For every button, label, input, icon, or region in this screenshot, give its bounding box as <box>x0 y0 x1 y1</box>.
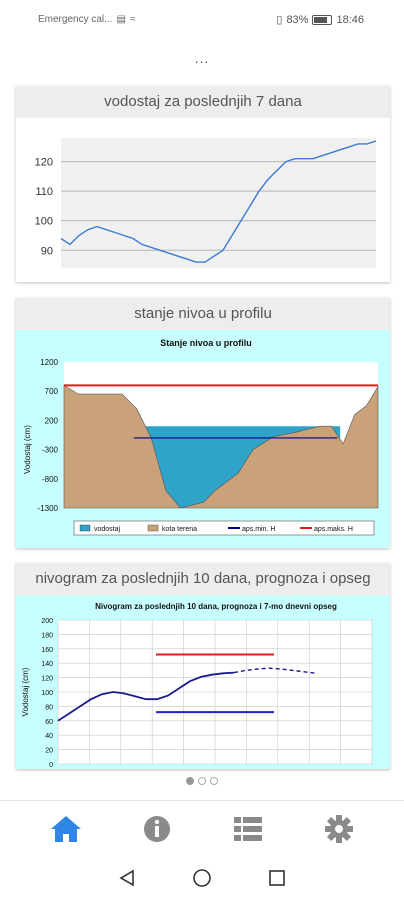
card-profile-level <box>16 298 390 548</box>
y-tick-label: 120 <box>34 156 53 169</box>
y-axis-label: Vodostaj (cm) <box>23 425 32 475</box>
nav-settings[interactable] <box>319 809 359 849</box>
y-tick-label: 200 <box>41 618 53 625</box>
y-tick-label: 100 <box>41 690 53 697</box>
card-body <box>16 595 390 769</box>
status-bar <box>0 0 404 40</box>
y-tick-label: 200 <box>44 416 58 426</box>
y-tick-label: -800 <box>41 474 58 484</box>
card-title: vodostaj za poslednjih 7 dana <box>16 86 390 118</box>
back-icon[interactable] <box>117 868 137 888</box>
y-tick-label: 110 <box>35 186 53 199</box>
clock: 18:46 <box>336 13 364 26</box>
status-left <box>38 14 135 25</box>
nav-info[interactable] <box>137 809 177 849</box>
gear-icon <box>324 814 354 844</box>
y-tick-label: 80 <box>45 704 53 712</box>
chart-nivogram <box>16 595 390 769</box>
wifi-icon: ≈ <box>129 14 136 25</box>
y-tick-label: -1300 <box>37 504 58 513</box>
chart-title: Nivogram za poslednjih 10 dana, prognoza i 7-mo dnevni opseg <box>95 602 337 611</box>
emergency-call-text: Emergency cal... <box>38 14 113 25</box>
y-tick-label: 700 <box>44 387 58 397</box>
y-tick-label: -300 <box>41 445 58 455</box>
page-dot[interactable] <box>198 777 206 785</box>
sim-icon: ▤ <box>116 14 126 25</box>
y-tick-label: 90 <box>40 245 53 258</box>
page-indicator <box>0 777 404 785</box>
y-axis-label: Vodostaj (cm) <box>21 667 30 717</box>
page-dot[interactable] <box>186 777 194 785</box>
legend-label: kota terena <box>162 526 198 533</box>
y-tick-label: 140 <box>41 661 53 669</box>
card-nivogram <box>16 563 390 769</box>
y-tick-label: 100 <box>34 215 53 228</box>
y-tick-label: 1200 <box>40 358 58 367</box>
legend-label: aps.maks. H <box>314 526 353 533</box>
card-title: nivogram za poslednjih 10 dana, prognoza i opseg <box>16 563 390 595</box>
plot-area <box>61 138 376 268</box>
info-icon <box>142 814 172 844</box>
chart-profile <box>16 330 390 548</box>
card-body <box>16 118 390 282</box>
system-navigation <box>0 856 404 900</box>
legend-swatch <box>148 525 158 531</box>
y-tick-label: 180 <box>41 632 53 640</box>
y-tick-label: 60 <box>45 718 53 726</box>
y-tick-label: 160 <box>41 646 53 654</box>
y-tick-label: 120 <box>41 675 53 683</box>
y-tick-label: 20 <box>45 747 53 755</box>
home-circle-icon[interactable] <box>191 867 213 889</box>
bottom-navigation <box>0 800 404 856</box>
y-tick-label: 0 <box>49 762 53 769</box>
battery-percent: 83% <box>286 13 309 26</box>
recents-icon[interactable] <box>267 868 287 888</box>
page-dot[interactable] <box>210 777 218 785</box>
list-icon <box>233 815 263 843</box>
card-body <box>16 330 390 548</box>
status-right <box>276 13 364 26</box>
chart-title: Stanje nivoa u profilu <box>160 338 252 348</box>
battery-icon <box>312 15 332 25</box>
legend-label: vodostaj <box>94 526 121 533</box>
nav-list[interactable] <box>228 809 268 849</box>
card-water-level-7-days <box>16 86 390 282</box>
vibrate-icon: ▯ <box>276 14 283 26</box>
nav-home[interactable] <box>46 809 86 849</box>
overflow-menu-text[interactable]: ... <box>194 50 210 66</box>
y-tick-label: 40 <box>45 733 53 741</box>
legend-swatch <box>80 525 90 531</box>
chart-7-days <box>16 118 390 282</box>
legend-label: aps.min. H <box>242 526 276 533</box>
home-icon <box>49 814 83 844</box>
card-title: stanje nivoa u profilu <box>16 298 390 330</box>
